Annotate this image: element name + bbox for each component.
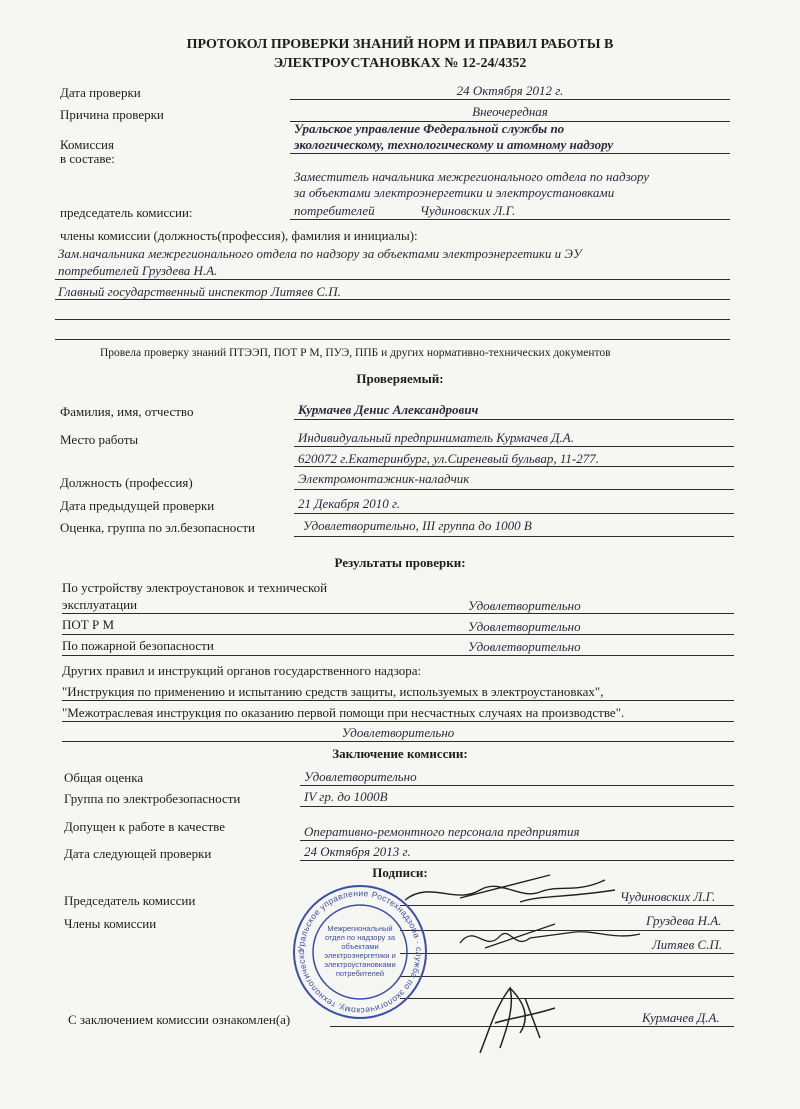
- overall-label: Общая оценка: [64, 770, 144, 785]
- chair-signature-name: Чудиновских Л.Г.: [620, 889, 716, 904]
- result2-line: [62, 634, 734, 635]
- work-line2: [294, 466, 734, 467]
- result3-value: Удовлетворительно: [468, 639, 581, 654]
- next-check-line: [300, 860, 734, 861]
- member2-line: [55, 299, 730, 300]
- acknowledged-name: Курмачев Д.А.: [642, 1010, 720, 1025]
- other-rules-1: "Инструкция по применению и испытанию средств защиты, используемых в электроустановках",: [62, 684, 604, 699]
- result1-value: Удовлетворительно: [468, 598, 581, 613]
- other-rules-2: "Межотраслевая инструкция по оказанию первой помощи при несчастных случаях на производстве".: [62, 705, 625, 720]
- position-value: Электромонтажник-наладчик: [298, 471, 470, 486]
- empty-line-2: [55, 339, 730, 340]
- date-value: 24 Октября 2012 г.: [456, 83, 564, 98]
- result3-label: По пожарной безопасности: [62, 638, 214, 653]
- member3-signature-line: [400, 976, 734, 977]
- grade-label: Оценка, группа по эл.безопасности: [60, 520, 255, 535]
- position-line: [294, 489, 734, 490]
- stamp-inner-5: электроустановками: [324, 960, 396, 969]
- prev-check-label: Дата предыдущей проверки: [60, 498, 215, 513]
- chairman-line3a: потребителей: [294, 203, 375, 218]
- chairman-name: Чудиновских Л.Г.: [420, 203, 516, 218]
- grade-value: Удовлетворительно, III группа до 1000 В: [303, 518, 532, 533]
- name-value: Курмачев Денис Александрович: [298, 402, 479, 417]
- group-value: IV гр. до 1000В: [304, 789, 388, 804]
- date-label: Дата проверки: [60, 85, 141, 100]
- admitted-value: Оперативно-ремонтного персонала предприятия: [304, 824, 580, 839]
- next-check-value: 24 Октября 2013 г.: [304, 844, 411, 859]
- work-line1: [294, 446, 734, 447]
- member2: Главный государственный инспектор Литяев С.П.: [58, 284, 341, 299]
- chair-signature-label: Председатель комиссии: [64, 893, 196, 908]
- work-label: Место работы: [60, 432, 139, 447]
- member4-signature-line: [400, 998, 734, 999]
- next-check-label: Дата следующей проверки: [64, 846, 212, 861]
- overall-value: Удовлетворительно: [304, 769, 417, 784]
- members-label: члены комиссии (должность(профессия), фамилия и инициалы):: [60, 228, 418, 243]
- name-label: Фамилия, имя, отчество: [60, 404, 194, 419]
- prev-check-line: [294, 513, 734, 514]
- reason-value: Внеочередная: [472, 104, 548, 119]
- results-heading: Результаты проверки:: [334, 555, 466, 570]
- commission-label: Комиссия: [60, 137, 114, 152]
- member2-signature-name: Литяев С.П.: [652, 937, 723, 952]
- signatures-heading: Подписи:: [372, 865, 428, 880]
- position-label: Должность (профессия): [60, 475, 193, 490]
- overall-line: [300, 785, 734, 786]
- result1-line: [62, 613, 734, 614]
- other-rules-line2: [62, 721, 734, 722]
- org-line2: экологическому, технологическому и атомному надзору: [294, 137, 614, 152]
- result1-label-1: По устройству электроустановок и технической: [62, 580, 328, 595]
- stamp-ring-text: Уральское управление Ростехнадзора · служба по экологическому, технологическому и атомному надзору ·: [286, 874, 425, 1017]
- document-title-line2: ЭЛЕКТРОУСТАНОВКАХ № 12-24/4352: [273, 56, 527, 71]
- chair-signature-scribble: [400, 870, 620, 910]
- work-value1: Индивидуальный предприниматель Курмачев Д.А.: [298, 430, 574, 445]
- other-rules-value: Удовлетворительно: [341, 725, 455, 740]
- other-rules-label: Других правил и инструкций органов государственного надзора:: [62, 663, 422, 678]
- chairman-line1: Заместитель начальника межрегионального отдела по надзору: [294, 169, 650, 184]
- result2-value: Удовлетворительно: [468, 619, 581, 634]
- name-line: [294, 419, 734, 420]
- chairman-line2: за объектами электроэнергетики и электроустановками: [294, 185, 615, 200]
- examinee-heading: Проверяемый:: [356, 371, 444, 386]
- empty-line-1: [55, 319, 730, 320]
- result1-label-2: эксплуатации: [62, 597, 138, 612]
- work-value2: 620072 г.Екатеринбург, ул.Сиреневый бульвар, 11-277.: [298, 451, 599, 466]
- member1-line1: Зам.начальника межрегионального отдела по надзору за объектами электроэнергетики и ЭУ: [58, 246, 582, 261]
- result2-label: ПОТ Р М: [62, 617, 115, 632]
- member1-signature-name: Груздева Н.А.: [646, 913, 722, 928]
- member1-line2: потребителей Груздева Н.А.: [58, 263, 218, 278]
- stamp-inner-3: объектами: [341, 942, 379, 951]
- other-rules-line1: [62, 700, 734, 701]
- prev-check-value: 21 Декабря 2010 г.: [298, 496, 401, 511]
- member1-signature-scribble: [455, 918, 645, 958]
- other-rules-value-line: [62, 741, 734, 742]
- stamp-inner-2: отдел по надзору за: [324, 933, 396, 942]
- chairman-line: [290, 219, 730, 220]
- admitted-label: Допущен к работе в качестве: [64, 819, 225, 834]
- chairman-label: председатель комиссии:: [60, 205, 193, 220]
- date-line: [290, 99, 730, 100]
- admitted-line: [300, 840, 734, 841]
- commission-label-2: в составе:: [60, 151, 115, 166]
- group-line: [300, 806, 734, 807]
- acknowledged-signature-scribble: [470, 978, 560, 1058]
- acknowledged-label: С заключением комиссии ознакомлен(а): [68, 1012, 291, 1027]
- checked-documents: Провела проверку знаний ПТЭЭП, ПОТ Р М, ПУЭ, ППБ и других нормативно-технических документов: [100, 347, 611, 359]
- org-line: [290, 153, 730, 154]
- members-signature-label: Члены комиссии: [64, 916, 157, 931]
- member1-line: [55, 279, 730, 280]
- conclusion-heading: Заключение комиссии:: [332, 746, 468, 761]
- grade-line: [294, 536, 734, 537]
- reason-label: Причина проверки: [60, 107, 164, 122]
- document-title-line1: ПРОТОКОЛ ПРОВЕРКИ ЗНАНИЙ НОРМ И ПРАВИЛ РАБОТЫ В: [186, 37, 614, 52]
- stamp-inner-4: электроэнергетики и: [324, 951, 396, 960]
- stamp-inner-6: потребителей: [335, 969, 385, 978]
- result3-line: [62, 655, 734, 656]
- org-line1: Уральское управление Федеральной службы по: [294, 121, 565, 136]
- group-label: Группа по электробезопасности: [64, 791, 241, 806]
- stamp-inner-1: Межрегиональный: [327, 924, 393, 933]
